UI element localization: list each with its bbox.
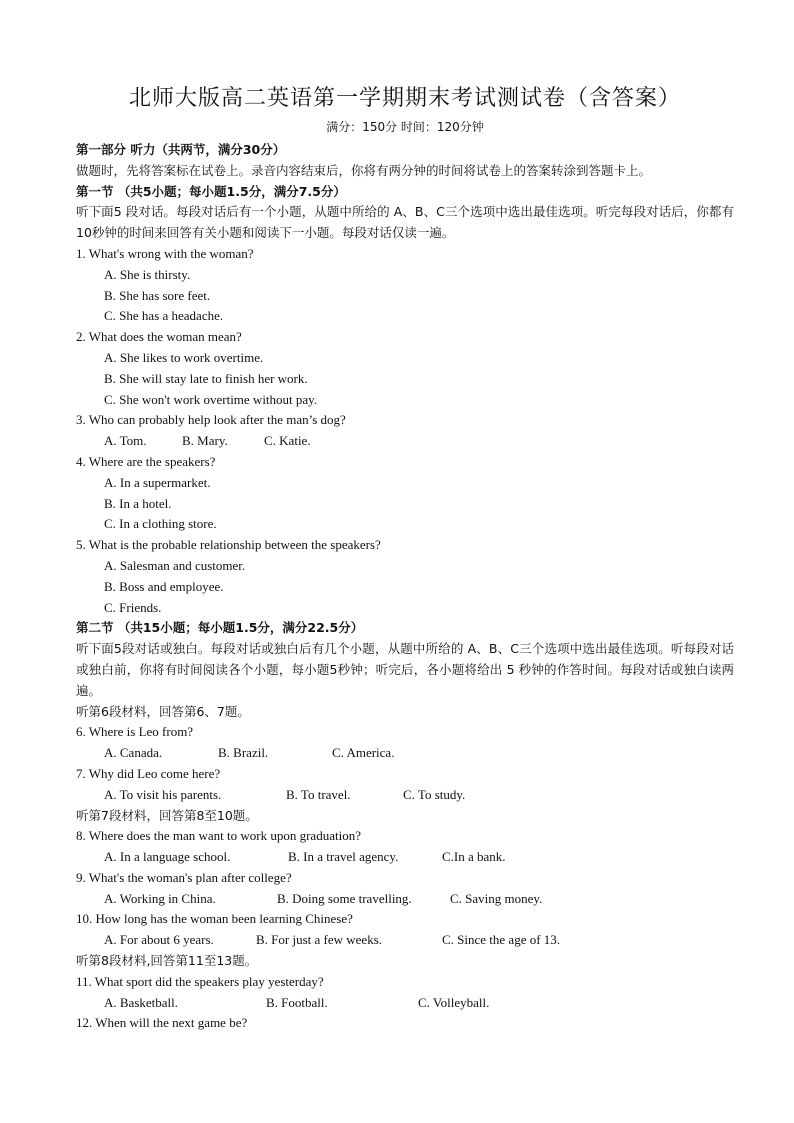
option-c: C. Saving money. (450, 890, 543, 906)
option-b: B. She will stay late to finish her work. (104, 370, 308, 386)
option-a: A. Working in China. (104, 890, 216, 906)
question-stem: 11. What sport did the speakers play yesterday? (76, 973, 324, 989)
question-9 (76, 868, 734, 910)
options-row (76, 785, 734, 806)
option-a: A. Basketball. (104, 994, 179, 1010)
question-2 (76, 327, 734, 410)
option-b: B. Mary. (182, 433, 228, 449)
option-a: A. Salesman and customer. (104, 557, 246, 573)
options-row (76, 889, 734, 910)
part1-heading: 第一部分 听力（共两节，满分30分） (76, 142, 286, 157)
option-b: B. Brazil. (218, 745, 269, 761)
section2-intro: 听下面5段对话或独白。每段对话或独白后有几个小题，从题中所给的 A、B、C三个选项中选出最佳选项。听每段对话或独白前，你将有时间阅读各个小题，每小题5秒钟；听完后，各小题将给出 5 秒钟的作答时间。每段对话或独白读两遍。 (76, 641, 734, 698)
option-a: A. To visit his parents. (104, 786, 222, 802)
options-row (76, 743, 734, 764)
question-1 (76, 244, 734, 327)
option-a: A. For about 6 years. (104, 932, 214, 948)
options-row (76, 993, 734, 1014)
option-c: C. Friends. (104, 599, 162, 615)
material-note-6: 听第6段材料，回答第6、7题。 (76, 703, 250, 719)
question-stem: 3. Who can probably help look after the man’s dog? (76, 412, 346, 428)
section1-heading: 第一节 （共5小题；每小题1.5分，满分7.5分） (76, 183, 346, 199)
options-row (76, 847, 734, 868)
option-a: A. In a language school. (104, 849, 231, 865)
option-b: B. Doing some travelling. (277, 890, 412, 906)
options-row (76, 431, 734, 452)
option-c: C. In a clothing store. (104, 516, 217, 532)
question-stem: 4. Where are the speakers? (76, 453, 216, 469)
material-note-8: 听第8段材料,回答第11至13题。 (76, 953, 258, 969)
option-b: B. For just a few weeks. (256, 932, 383, 948)
option-c: C. She won't work overtime without pay. (104, 391, 318, 407)
question-stem: 12. When will the next game be? (76, 1015, 248, 1031)
question-stem: 1. What's wrong with the woman? (76, 245, 254, 261)
options-row (76, 930, 734, 951)
option-c: C. To study. (403, 786, 466, 802)
option-b: B. In a travel agency. (288, 849, 399, 865)
option-c: C. She has a headache. (104, 308, 224, 324)
question-5 (76, 535, 734, 618)
question-11 (76, 972, 734, 1014)
material-note-7: 听第7段材料，回答第8至10题。 (76, 807, 258, 823)
question-stem: 8. Where does the man want to work upon graduation? (76, 828, 361, 844)
option-b: B. Football. (266, 994, 328, 1010)
question-8 (76, 826, 734, 868)
option-a: A. She is thirsty. (104, 266, 191, 282)
question-stem: 2. What does the woman mean? (76, 329, 242, 345)
option-c: C.In a bank. (442, 849, 506, 865)
question-stem: 5. What is the probable relationship between the speakers? (76, 537, 381, 553)
option-c: C. Katie. (264, 433, 311, 449)
option-b: B. In a hotel. (104, 495, 172, 511)
option-c: C. America. (332, 745, 395, 761)
option-c: C. Since the age of 13. (442, 932, 561, 948)
question-stem: 10. How long has the woman been learning Chinese? (76, 911, 353, 927)
option-b: B. To travel. (286, 786, 351, 802)
question-4 (76, 452, 734, 535)
question-6 (76, 722, 734, 764)
question-10 (76, 909, 734, 951)
question-3 (76, 410, 734, 452)
option-a: A. In a supermarket. (104, 474, 211, 490)
option-b: B. Boss and employee. (104, 578, 224, 594)
part1-instruction: 做题时，先将答案标在试卷上。录音内容结束后，你将有两分钟的时间将试卷上的答案转涂到答题卡上。 (76, 162, 652, 178)
question-stem: 7. Why did Leo come here? (76, 765, 221, 781)
option-b: B. She has sore feet. (104, 287, 211, 303)
page-title: 北师大版高二英语第一学期期末考试测试卷（含答案） (128, 86, 681, 111)
option-a: A. Tom. (104, 433, 147, 449)
section1-intro: 听下面5 段对话。每段对话后有一个小题，从题中所给的 A、B、C三个选项中选出最佳选项。听完每段对话后，你都有 10秒钟的时间来回答有关小题和阅读下一小题。每段对话仅读一遍。 (76, 204, 734, 241)
question-stem: 6. Where is Leo from? (76, 724, 194, 740)
option-a: A. She likes to work overtime. (104, 349, 264, 365)
question-12 (76, 1013, 734, 1034)
option-c: C. Volleyball. (418, 994, 490, 1010)
option-a: A. Canada. (104, 745, 163, 761)
score-time-info: 满分：150分 时间：120分钟 (326, 120, 484, 134)
section2-heading: 第二节 （共15小题；每小题1.5分，满分22.5分） (76, 620, 364, 636)
question-stem: 9. What's the woman's plan after college? (76, 869, 292, 885)
question-7 (76, 764, 734, 806)
